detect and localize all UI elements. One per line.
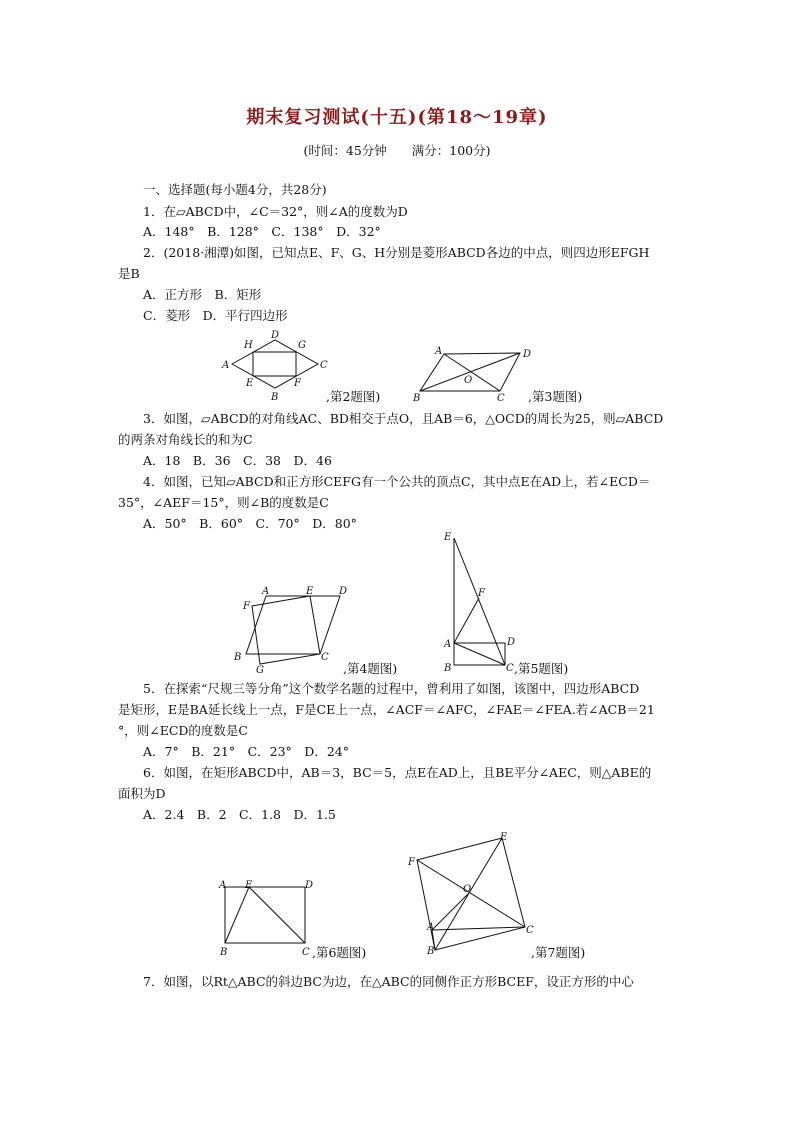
fig2-label-c: C <box>320 360 328 371</box>
fig6-label-d: D <box>305 880 314 891</box>
fig5-label-d: D <box>507 637 516 648</box>
fig4-label-g: G <box>256 665 264 676</box>
q3-options: A．18 B．36 C．38 D．46 <box>143 453 332 468</box>
fig4-label-e: E <box>306 586 314 597</box>
caption-fig5: ,第5题图) <box>514 661 569 676</box>
fig2-label-d: D <box>271 330 280 341</box>
caption-fig3: ,第3题图) <box>528 389 583 404</box>
fig6-label-b: B <box>220 947 228 958</box>
fig7-label-f: F <box>408 857 415 868</box>
caption-fig4: ,第4题图) <box>343 661 398 676</box>
fig4-label-b: B <box>234 652 242 663</box>
fig5-label-b: B <box>444 663 452 674</box>
fig6-line-ec <box>249 887 305 943</box>
fig4-label-c: C <box>321 652 329 663</box>
fig7-label-b: B <box>427 946 435 957</box>
q2-options-line2: C．菱形 D．平行四边形 <box>143 308 288 323</box>
q2-stem-line2: 是B <box>118 266 140 281</box>
fig7-label-o: O <box>463 884 472 895</box>
caption-fig6: ,第6题图) <box>312 945 367 960</box>
fig5-label-a: A <box>444 639 452 650</box>
fig2-label-g: G <box>298 340 306 351</box>
fig2-label-b: B <box>271 392 279 403</box>
q6-options: A．2.4 B．2 C．1.8 D．1.5 <box>143 807 336 822</box>
fig2-label-e: E <box>246 378 254 389</box>
q4-stem-line1: 4．如图，已知▱ABCD和正方形CEFG有一个公共的顶点C，其中点E在AD上，若∠ECD＝ <box>143 474 651 489</box>
fig7-label-e: E <box>500 832 508 843</box>
figure-q4 <box>232 584 352 674</box>
figure-q7 <box>405 830 535 960</box>
fig6-label-a: A <box>219 880 227 891</box>
figure-q3 <box>413 345 543 404</box>
fig5-label-e: E <box>444 532 452 543</box>
fig4-label-d: D <box>339 586 348 597</box>
fig3-label-b: B <box>413 393 421 404</box>
q2-stem-line1: 2．(2018·湘潭)如图，已知点E、F、G、H分别是菱形ABCD各边的中点，则四边形EFGH <box>143 245 650 260</box>
fig5-label-c: C <box>506 663 514 674</box>
q4-stem-line2: 35°，∠AEF＝15°，则∠B的度数是C <box>118 495 329 510</box>
figure-q5 <box>440 530 525 674</box>
q5-stem-line2: 是矩形，E是BA延长线上一点，F是CE上一点，∠ACF＝∠AFC，∠FAE＝∠FEA.若∠ACB＝21 <box>118 702 655 717</box>
fig7-label-c: C <box>526 925 534 936</box>
fig2-label-h: H <box>244 340 253 351</box>
q5-stem-line3: °，则∠ECD的度数是C <box>118 723 248 738</box>
fig7-label-a: A <box>427 922 435 933</box>
fig6-label-e: E <box>245 880 253 891</box>
q1-stem: 1．在▱ABCD中，∠C＝32°，则∠A的度数为D <box>143 204 408 219</box>
q2-options-line1: A．正方形 B．矩形 <box>143 287 262 302</box>
fig2-label-f: F <box>294 378 301 389</box>
q3-stem-line1: 3．如图，▱ABCD的对角线AC、BD相交于点O，且AB＝6，△OCD的周长为25，则▱ABCD <box>143 411 664 426</box>
page-title: 期末复习测试(十五)(第18～19章) <box>246 107 548 128</box>
fig3-label-o: O <box>464 375 473 386</box>
q3-stem-line2: 的两条对角线长的和为C <box>118 432 253 447</box>
fig3-label-d: D <box>523 349 532 360</box>
figure-q6 <box>215 876 320 961</box>
fig5-label-f: F <box>478 588 485 599</box>
fig4-label-f: F <box>243 601 250 612</box>
fig3-label-a: A <box>435 346 443 357</box>
q5-options: A．7° B．21° C．23° D．24° <box>143 744 349 759</box>
q5-stem-line1: 5．在探索“尺规三等分角”这个数学名题的过程中，曾利用了如图，该图中，四边形ABCD <box>143 681 640 696</box>
q7-stem-line1: 7．如图，以Rt△ABC的斜边BC为边，在△ABC的同侧作正方形BCEF，设正方形的中心 <box>143 974 634 989</box>
caption-fig2: ,第2题图) <box>326 389 381 404</box>
q4-options: A．50° B．60° C．70° D．80° <box>143 516 357 531</box>
fig2-label-a: A <box>222 360 230 371</box>
q6-stem-line2: 面积为D <box>118 786 166 801</box>
caption-fig7: ,第7题图) <box>531 945 586 960</box>
fig6-label-c: C <box>302 947 310 958</box>
q6-stem-line1: 6．如图，在矩形ABCD中，AB＝3，BC＝5，点E在AD上，且BE平分∠AEC，则△ABE的 <box>143 765 652 780</box>
page-subtitle: (时间：45分钟 满分：100分) <box>303 143 491 158</box>
fig6-line-be <box>225 887 249 943</box>
figure-q2 <box>222 330 332 403</box>
fig4-label-a: A <box>262 586 270 597</box>
fig2-rectangle <box>253 352 296 376</box>
fig5-line-af <box>454 598 479 643</box>
fig3-label-c: C <box>497 393 505 404</box>
section-heading: 一、选择题(每小题4分，共28分) <box>143 182 327 197</box>
q1-options: A．148° B．128° C．138° D．32° <box>143 224 381 239</box>
